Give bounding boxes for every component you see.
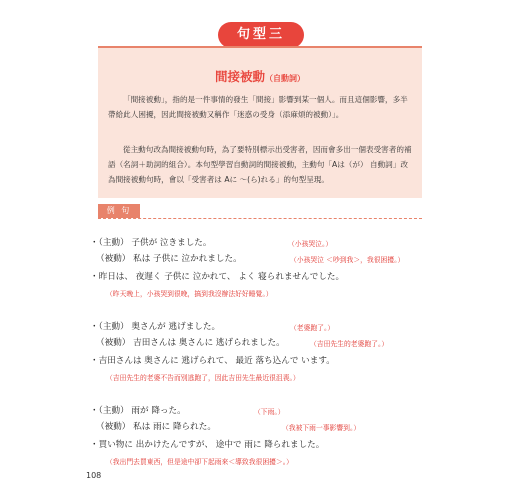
pattern-title-badge: 句型三	[218, 22, 304, 48]
example-1-sentence: ・昨日は、 夜遅く 子供に 泣かれて、 よく 寝られませんでした。	[90, 272, 345, 282]
example-2-passive-note: （吉田先生的老婆跑了。）	[310, 340, 389, 348]
example-3-translation: （我出門去買東西，但是途中卻下起雨來＜導致我很困擾＞。）	[106, 458, 293, 466]
intro-paragraph-1: 「間接被動」，指的是一件事情的發生「間接」影響到某一個人。而且這個影響，多半帶給此人困擾，因此間接被動又稱作「迷惑の受身（添麻煩的被動）」。	[108, 95, 408, 119]
examples-label: 例 句	[98, 204, 140, 218]
example-3-active: ・（主動） 雨が 降った。	[90, 406, 186, 416]
example-2-active-note: （老婆跑了。）	[290, 324, 335, 332]
example-3-active-note: （下雨。）	[254, 408, 285, 416]
examples-header	[98, 204, 422, 219]
intro-box	[98, 46, 422, 198]
example-3-sentence: ・買い物に 出かけたんですが、 途中で 雨に 降られました。	[90, 440, 325, 450]
example-3-passive: （被動） 私は 雨に 降られた。	[96, 422, 216, 432]
page-number: 108	[86, 471, 102, 480]
intro-title-sub: （自動詞）	[265, 74, 305, 83]
example-1-passive: （被動） 私は 子供に 泣かれました。	[96, 254, 242, 264]
example-3-passive-note: （我被下雨一事影響到。）	[282, 424, 361, 432]
example-2-translation: （吉田先生的老婆不告而別逃跑了，因此吉田先生最近很沮喪。）	[106, 374, 300, 382]
example-1-translation: （昨天晚上，小孩哭到很晚，搞到我沒辦法好好睡覺。）	[106, 290, 273, 298]
intro-title-main: 間接被動	[214, 69, 265, 84]
example-2-active: ・（主動） 奥さんが 逃げました。	[90, 322, 221, 332]
intro-title	[98, 66, 422, 85]
intro-paragraph-2: 從主動句改為間接被動句時，為了要特別標示出受害者，因而會多出一個表受害者的補語（名詞＋助詞的組合）。本句型學習自動詞的間接被動，主動句「Aは（が） 自動詞」改為間接被動句時，會以「受害者は Aに ～(ら)れる」的句型呈現。	[108, 145, 412, 184]
example-2-passive: （被動） 吉田さんは 奥さんに 逃げられました。	[96, 338, 285, 348]
example-1-active-note: （小孩哭泣。）	[288, 240, 333, 248]
example-2-sentence: ・吉田さんは 奥さんに 逃げられて、 最近 落ち込んで います。	[90, 356, 335, 366]
example-1-active: ・（主動） 子供が 泣きました。	[90, 238, 212, 248]
example-1-passive-note: （小孩哭泣 ＜吵到我＞，我很困擾。）	[290, 256, 405, 264]
